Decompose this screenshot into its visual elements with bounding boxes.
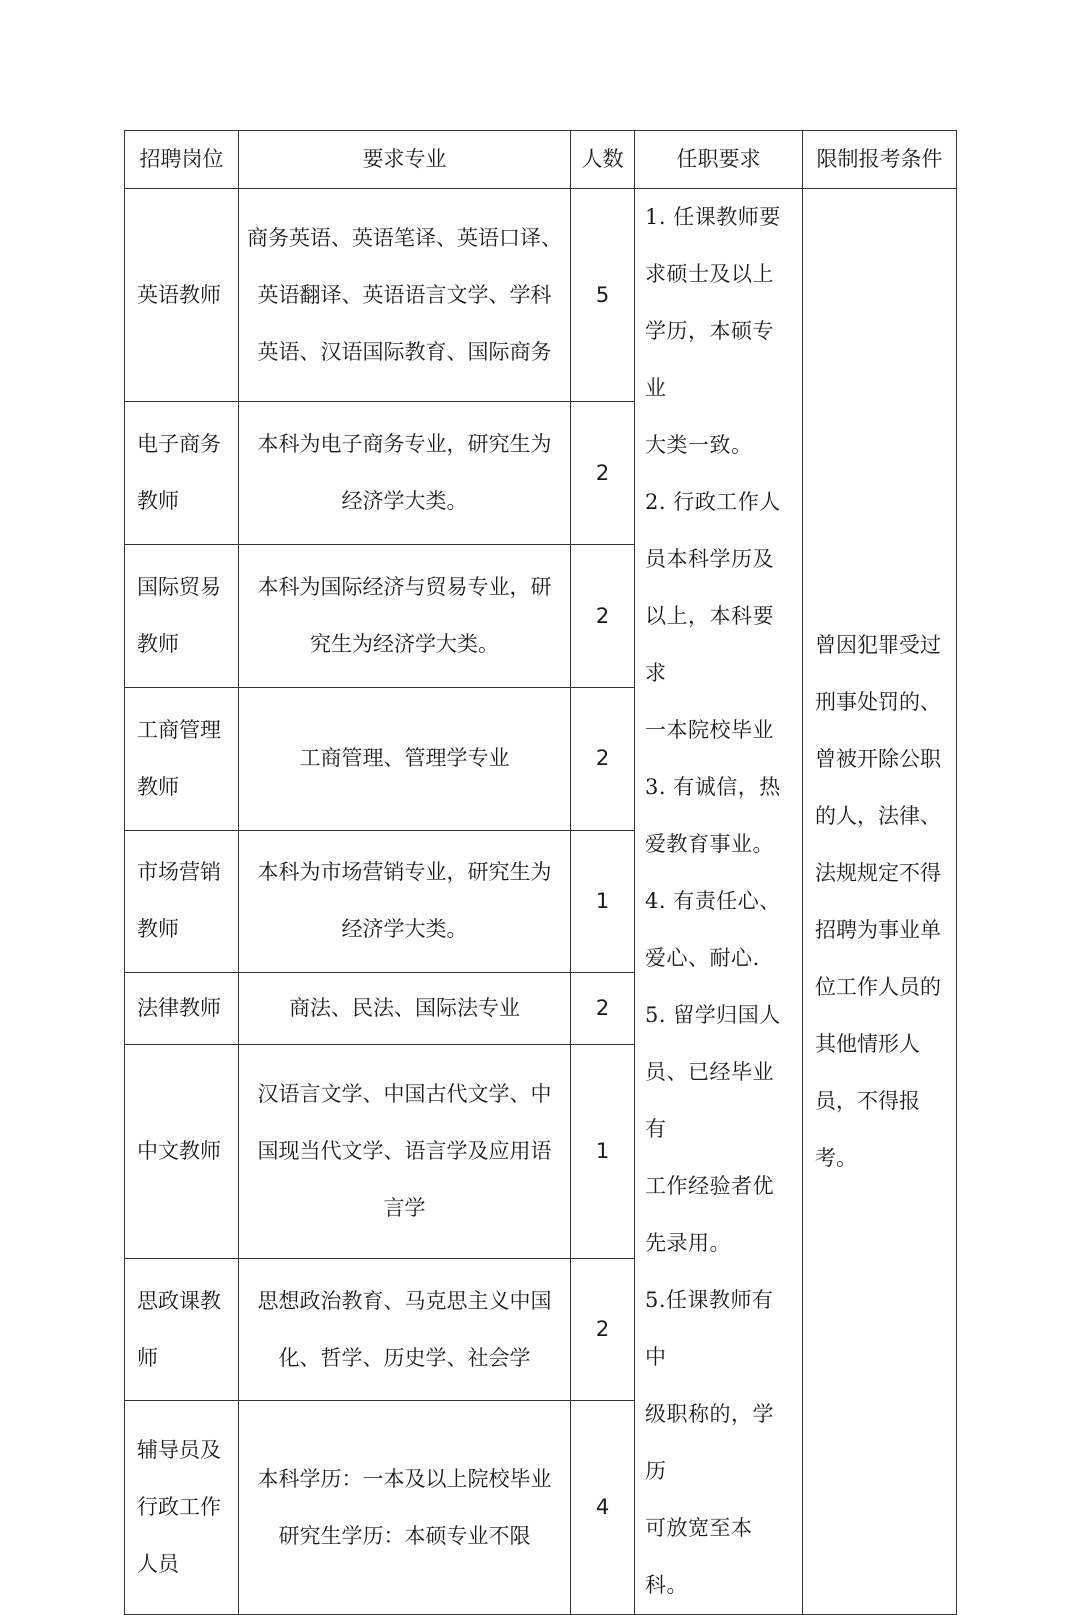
cell-major bbox=[239, 1045, 571, 1258]
cell-major bbox=[239, 545, 571, 688]
cell-count: 1 bbox=[571, 830, 635, 973]
major-line: 究生为经济学大类。 bbox=[310, 632, 499, 657]
major-line: 本科为市场营销专业，研究生为 bbox=[257, 860, 552, 885]
cell-restrictions bbox=[803, 189, 957, 1615]
cell-position bbox=[125, 402, 239, 545]
major-line: 工商管理、管理学专业 bbox=[299, 746, 510, 771]
cell-position bbox=[125, 973, 239, 1045]
position-line: 教师 bbox=[137, 774, 179, 799]
cell-count: 2 bbox=[571, 545, 635, 688]
requirement-line: 爱心、耐心. bbox=[645, 946, 760, 970]
position-line: 中文教师 bbox=[137, 1139, 221, 1164]
requirement-line: 级职称的，学历 bbox=[645, 1402, 774, 1483]
requirement-line: 可放宽至本科。 bbox=[645, 1516, 753, 1597]
restriction-line: 其他情形人 bbox=[815, 1031, 920, 1056]
major-line: 研究生学历：本硕专业不限 bbox=[278, 1523, 531, 1548]
major-line: 经济学大类。 bbox=[341, 489, 468, 514]
cell-count: 5 bbox=[571, 189, 635, 402]
cell-major bbox=[239, 1401, 571, 1615]
position-line: 思政课教 bbox=[137, 1288, 221, 1313]
restriction-line: 曾被开除公职 bbox=[815, 746, 941, 771]
requirement-line: 爱教育事业。 bbox=[645, 832, 774, 856]
restriction-line: 刑事处罚的、 bbox=[815, 689, 941, 714]
table-row bbox=[125, 189, 957, 402]
position-line: 市场营销 bbox=[137, 860, 221, 885]
cell-major bbox=[239, 687, 571, 830]
cell-major bbox=[239, 402, 571, 545]
requirement-line: 大类一致。 bbox=[645, 433, 753, 457]
cell-requirements bbox=[635, 189, 803, 1615]
requirement-line: 学历，本硕专业 bbox=[645, 319, 774, 400]
cell-count: 1 bbox=[571, 1045, 635, 1258]
cell-major bbox=[239, 189, 571, 402]
position-line: 英语教师 bbox=[137, 282, 221, 307]
cell-position bbox=[125, 1401, 239, 1615]
header-restrictions: 限制报考条件 bbox=[803, 131, 957, 189]
requirement-line: 求硕士及以上 bbox=[645, 262, 774, 286]
requirement-line: 2. 行政工作人 bbox=[645, 490, 781, 514]
position-line: 行政工作 bbox=[137, 1495, 221, 1520]
major-line: 商务英语、英语笔译、英语口译、 bbox=[247, 225, 562, 250]
cell-major bbox=[239, 1258, 571, 1401]
requirement-line: 工作经验者优 bbox=[645, 1174, 774, 1198]
position-line: 工商管理 bbox=[137, 717, 221, 742]
cell-count: 4 bbox=[571, 1401, 635, 1615]
position-line: 电子商务 bbox=[137, 432, 221, 457]
cell-position bbox=[125, 189, 239, 402]
major-line: 本科为电子商务专业，研究生为 bbox=[257, 432, 552, 457]
cell-count: 2 bbox=[571, 1258, 635, 1401]
major-line: 汉语言文学、中国古代文学、中 bbox=[257, 1082, 552, 1107]
major-line: 经济学大类。 bbox=[341, 917, 468, 942]
requirement-line: 一本院校毕业 bbox=[645, 718, 774, 742]
requirement-line: 1. 任课教师要 bbox=[645, 205, 781, 229]
cell-position bbox=[125, 687, 239, 830]
position-line: 教师 bbox=[137, 632, 179, 657]
requirement-line: 先录用。 bbox=[645, 1231, 731, 1255]
major-line: 商法、民法、国际法专业 bbox=[289, 996, 520, 1021]
table-body bbox=[125, 189, 957, 1615]
major-line: 国现当代文学、语言学及应用语 bbox=[257, 1139, 552, 1164]
cell-position bbox=[125, 1045, 239, 1258]
position-line: 教师 bbox=[137, 489, 179, 514]
requirement-line: 员本科学历及 bbox=[645, 547, 774, 571]
restriction-line: 招聘为事业单 bbox=[815, 917, 941, 942]
major-line: 本科学历：一本及以上院校毕业 bbox=[257, 1466, 552, 1491]
restriction-line: 的人，法律、 bbox=[815, 803, 941, 828]
requirement-line: 员、已经毕业有 bbox=[645, 1060, 774, 1141]
header-major: 要求专业 bbox=[239, 131, 571, 189]
requirement-line: 5.任课教师有中 bbox=[645, 1288, 774, 1369]
position-line: 辅导员及 bbox=[137, 1438, 221, 1463]
recruitment-table bbox=[124, 130, 957, 1615]
requirement-line: 4. 有责任心、 bbox=[645, 889, 781, 913]
cell-position bbox=[125, 1258, 239, 1401]
requirement-line: 3. 有诚信，热 bbox=[645, 775, 781, 799]
restriction-line: 曾因犯罪受过 bbox=[815, 632, 941, 657]
major-line: 本科为国际经济与贸易专业，研 bbox=[257, 575, 552, 600]
major-line: 言学 bbox=[383, 1196, 426, 1221]
position-line: 法律教师 bbox=[137, 996, 221, 1021]
major-line: 化、哲学、历史学、社会学 bbox=[278, 1345, 531, 1370]
cell-count: 2 bbox=[571, 687, 635, 830]
header-count: 人数 bbox=[571, 131, 635, 189]
cell-position bbox=[125, 545, 239, 688]
position-line: 国际贸易 bbox=[137, 575, 221, 600]
position-line: 人员 bbox=[137, 1552, 179, 1577]
requirement-line: 以上，本科要求 bbox=[645, 604, 774, 685]
requirement-line: 5. 留学归国人 bbox=[645, 1003, 781, 1027]
position-line: 师 bbox=[137, 1345, 158, 1370]
major-line: 英语、汉语国际教育、国际商务 bbox=[257, 339, 552, 364]
cell-major bbox=[239, 973, 571, 1045]
restriction-line: 法规规定不得 bbox=[815, 860, 941, 885]
table-header-row bbox=[125, 131, 957, 189]
major-line: 思想政治教育、马克思主义中国 bbox=[257, 1288, 552, 1313]
major-line: 英语翻译、英语语言文学、学科 bbox=[257, 282, 552, 307]
cell-count: 2 bbox=[571, 402, 635, 545]
restriction-line: 员，不得报考。 bbox=[815, 1088, 920, 1170]
header-requirements: 任职要求 bbox=[635, 131, 803, 189]
position-line: 教师 bbox=[137, 917, 179, 942]
cell-major bbox=[239, 830, 571, 973]
restriction-line: 位工作人员的 bbox=[815, 974, 941, 999]
header-position: 招聘岗位 bbox=[125, 131, 239, 189]
cell-position bbox=[125, 830, 239, 973]
cell-count: 2 bbox=[571, 973, 635, 1045]
